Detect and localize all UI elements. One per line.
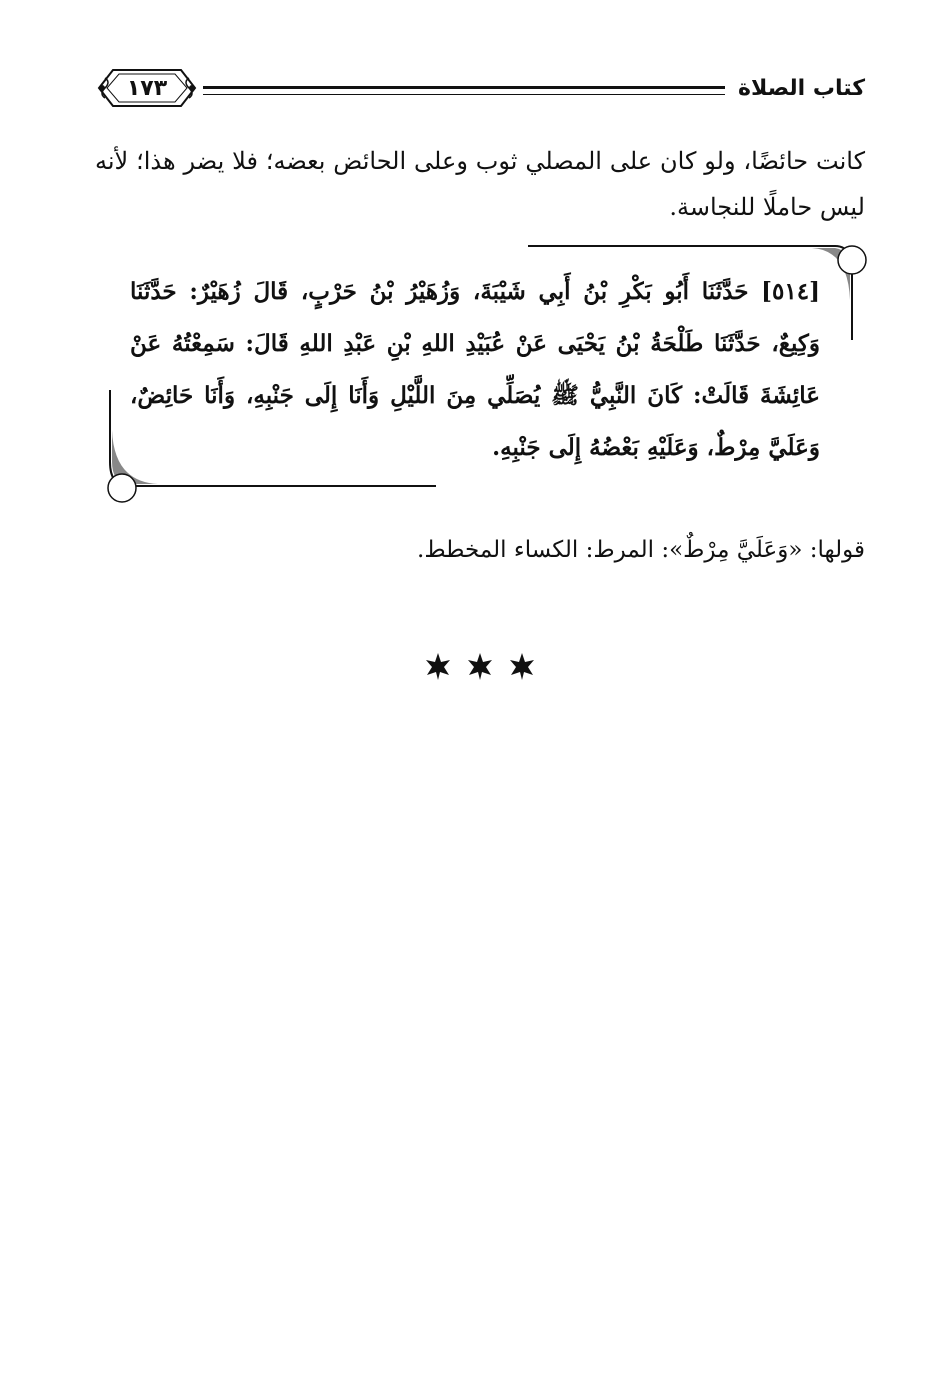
hadith-text: [٥١٤] حَدَّثَنَا أَبُو بَكْرِ بْنُ أَبِي شَيْبَةَ، وَزُهَيْرُ بْنُ حَرْبٍ، قَالَ زُهَيْرٌ: حَدَّثَنَا وَكِيعٌ، حَدَّثَنَا طَلْحَةُ بْنُ يَحْيَى عَنْ عُبَيْدِ اللهِ بْنِ عَبْدِ اللهِ قَالَ: سَمِعْتُهُ عَنْ عَائِشَةَ قَالَتْ: كَانَ النَّبِيُّ ﷺ يُصَلِّي مِنَ اللَّيْلِ وَأَنَا إِلَى جَنْبِهِ، وَأَنَا حَائِضٌ، وَعَلَيَّ مِرْطٌ، وَعَلَيْهِ بَعْضُهُ إِلَى جَنْبِهِ. [130,278,820,461]
gloss-note: قولها: «وَعَلَيَّ مِرْطٌ»: المرط: الكساء المخطط. [417,537,865,563]
header-rule [203,86,725,95]
page-number: ١٧٣ [126,75,168,101]
running-header [95,62,865,120]
chapter-title: كتاب الصلاة [738,76,865,101]
star-separator-icon [420,648,540,684]
commentary-paragraph: كانت حائضًا، ولو كان على المصلي ثوب وعلى الحائض بعضه؛ فلا يضر هذا؛ لأنه ليس حاملًا للنجاسة. [95,147,866,221]
